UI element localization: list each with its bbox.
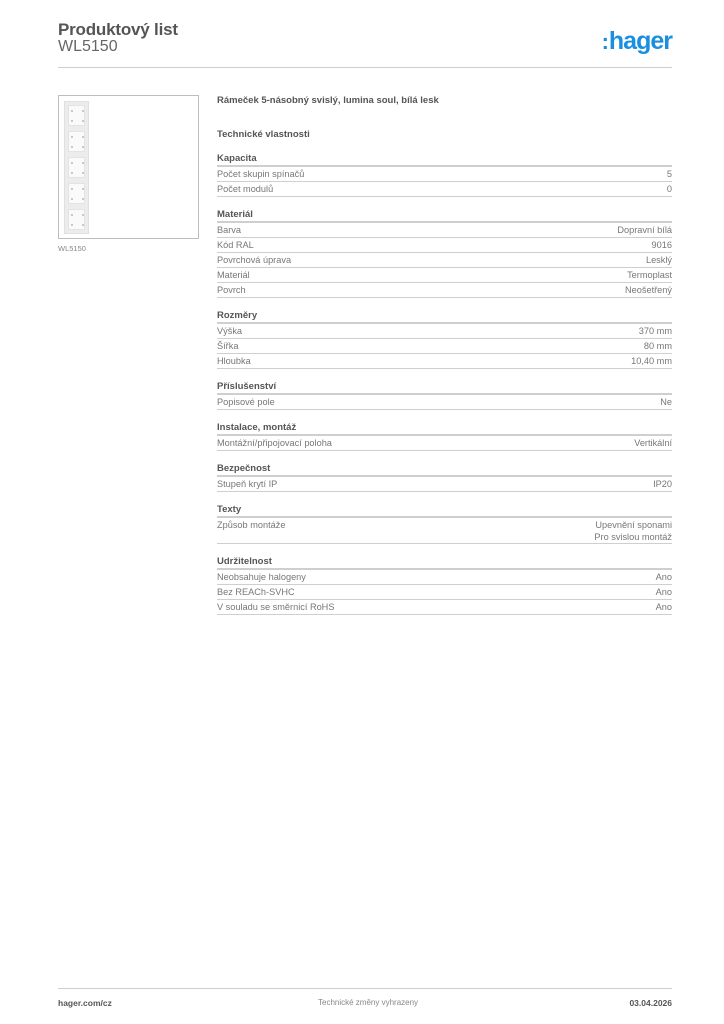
spec-value-line: 9016 [651,240,672,250]
spec-row [217,167,672,182]
screw-dot [71,162,73,164]
spec-label: Počet modulů [217,184,274,194]
spec-sections [217,153,672,615]
screw-dot [82,198,84,200]
screw-dot [82,214,84,216]
spec-row [217,354,672,369]
spec-value-line: Pro svislou montáž [594,532,672,542]
spec-value [652,239,672,252]
section-heading: Instalace, montáž [217,422,672,436]
spec-value-line: IP20 [653,479,672,489]
spec-section [217,381,672,410]
spec-value-line: 0 [666,184,672,194]
spec-value-line: Ano [655,602,672,612]
spec-row [217,477,672,492]
screw-dot [82,172,84,174]
spec-value-line: 370 mm [638,326,672,336]
spec-value-line: Ano [655,587,672,597]
spec-value [667,183,672,196]
section-heading: Kapacita [217,153,672,167]
spec-section [217,463,672,492]
spec-label: V souladu se směrnicí RoHS [217,602,335,612]
spec-row [217,570,672,585]
footer-note: Technické změny vyhrazeny [318,998,419,1007]
screw-dot [82,188,84,190]
spec-value [634,437,672,450]
section-heading: Materiál [217,209,672,223]
spec-value [631,355,672,368]
hager-logo [602,27,672,56]
frame-cell [68,105,85,126]
spec-label: Bez REACh-SVHC [217,587,295,597]
section-heading: Bezpečnost [217,463,672,477]
spec-row [217,268,672,283]
spec-value-line: Neošetřený [625,285,672,295]
footer-divider [58,988,672,989]
spec-row [217,182,672,197]
screw-dot [71,110,73,112]
spec-row [217,283,672,298]
screw-dot [71,214,73,216]
spec-section [217,504,672,544]
spec-section [217,153,672,197]
spec-value-line: Ne [660,397,672,407]
spec-value-line: Vertikální [634,438,672,448]
spec-value-line: 10,40 mm [631,356,672,366]
footer-date: 03.04.2026 [629,998,672,1008]
screw-dot [71,198,73,200]
spec-row [217,395,672,410]
section-heading: Udržitelnost [217,556,672,570]
spec-value [653,478,672,491]
spec-label: Montážní/připojovací poloha [217,438,332,448]
spec-row [217,223,672,238]
spec-label: Stupeň krytí IP [217,479,278,489]
spec-label: Hloubka [217,356,251,366]
screw-dot [71,136,73,138]
spec-value [656,586,672,599]
frame-cell [68,131,85,152]
spec-row [217,253,672,268]
spec-label: Povrchová úprava [217,255,292,265]
spec-row [217,238,672,253]
spec-row [217,600,672,615]
spec-section [217,422,672,451]
spec-value [667,168,672,181]
spec-row [217,585,672,600]
spec-row [217,324,672,339]
spec-row [217,518,672,544]
spec-value-line: 80 mm [643,341,672,351]
frame-illustration [64,101,89,234]
logo-text: hager [608,27,672,55]
footer-website: hager.com/cz [58,998,112,1008]
screw-dot [71,120,73,122]
spec-label: Šířka [217,341,239,351]
spec-label: Popisové pole [217,397,275,407]
spec-value-line: Dopravní bílá [617,225,672,235]
spec-value [625,284,672,297]
spec-value [656,601,672,614]
spec-label: Barva [217,225,242,235]
spec-value-line: Ano [655,572,672,582]
spec-value-line: Termoplast [627,270,672,280]
section-heading: Texty [217,504,672,518]
screw-dot [82,120,84,122]
spec-value-line: Lesklý [645,255,672,265]
spec-label: Způsob montáže [217,520,286,530]
spec-value [594,519,672,543]
spec-value [646,254,672,267]
product-image [58,95,199,239]
screw-dot [71,172,73,174]
product-name: Rámeček 5-násobný svislý, lumina soul, bílá lesk [217,95,439,106]
spec-value-line: Upevnění sponami [595,520,672,530]
product-code: WL5150 [58,38,118,55]
page-title: Produktový list [58,20,178,39]
spec-label: Počet skupin spínačů [217,169,305,179]
section-heading: Rozměry [217,310,672,324]
screw-dot [82,136,84,138]
image-caption: WL5150 [58,244,86,253]
logo-colon: : [601,29,608,54]
spec-content [217,95,672,615]
spec-value [627,269,672,282]
screw-dot [82,162,84,164]
spec-section [217,310,672,369]
screw-dot [71,146,73,148]
spec-label: Povrch [217,285,246,295]
spec-value [644,340,672,353]
spec-value [617,224,672,237]
spec-value [656,571,672,584]
spec-row [217,436,672,451]
screw-dot [82,224,84,226]
spec-value [660,396,672,409]
spec-section [217,556,672,615]
spec-label: Kód RAL [217,240,254,250]
frame-cell [68,157,85,178]
spec-label: Materiál [217,270,250,280]
frame-cell [68,183,85,204]
spec-section [217,209,672,298]
screw-dot [71,224,73,226]
spec-value [639,325,672,338]
screw-dot [82,146,84,148]
section-heading: Příslušenství [217,381,672,395]
technical-properties-title: Technické vlastnosti [217,129,310,140]
spec-label: Neobsahuje halogeny [217,572,306,582]
screw-dot [71,188,73,190]
frame-cell [68,209,85,230]
spec-value-line: 5 [666,169,672,179]
spec-label: Výška [217,326,243,336]
screw-dot [82,110,84,112]
header-divider [58,67,672,68]
spec-row [217,339,672,354]
